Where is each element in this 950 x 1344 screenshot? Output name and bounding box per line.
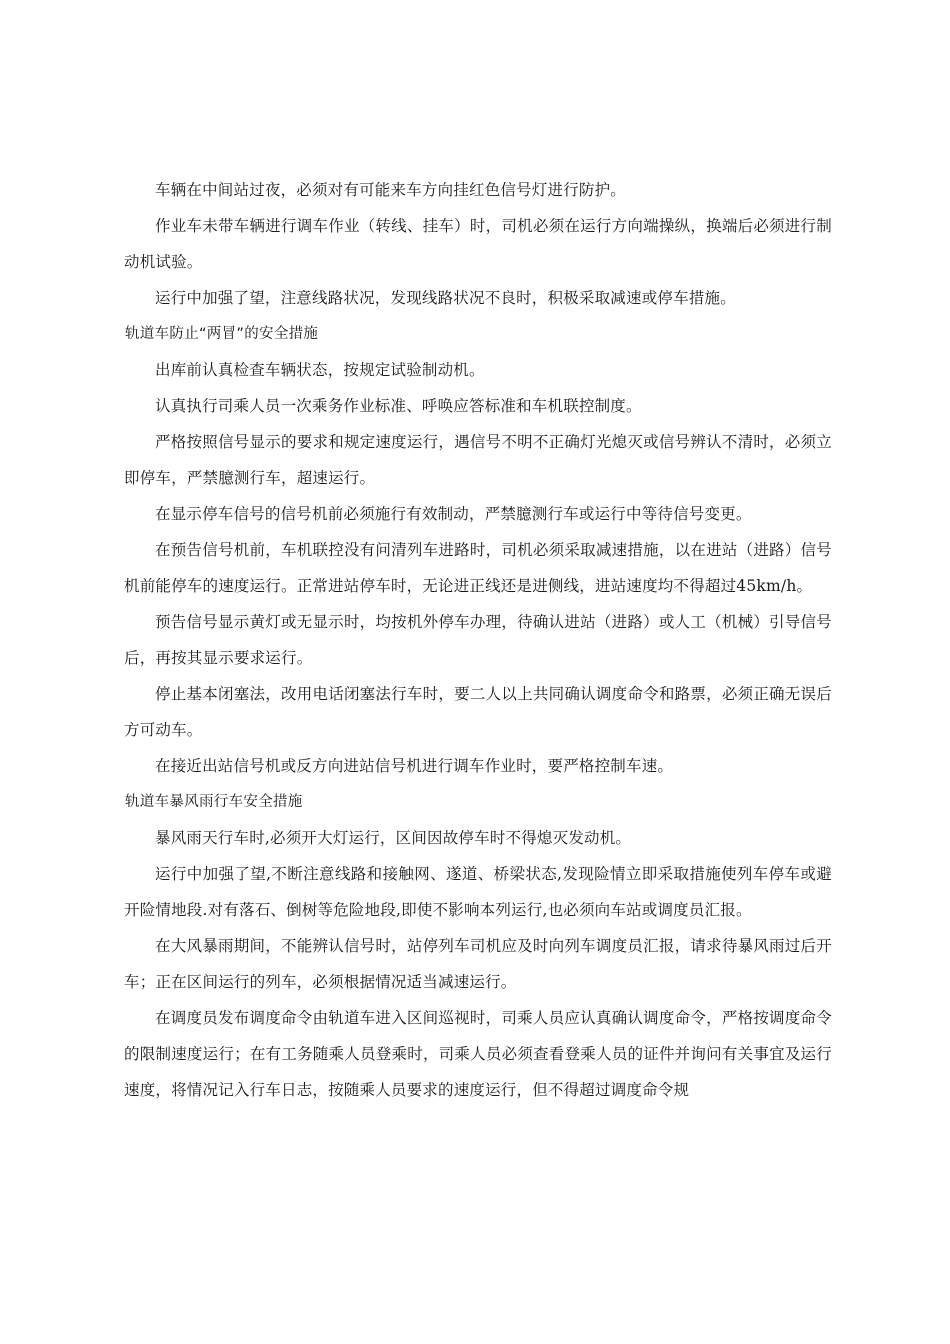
paragraph: 运行中加强了望,不断注意线路和接触网、遂道、桥梁状态,发现险情立即采取措施使列车停车或避开险情地段.对有落石、倒树等危险地段,即使不影响本列运行,也必须向车站或调度员汇报。 <box>124 865 832 919</box>
paragraph: 车辆在中间站过夜，必须对有可能来车方向挂红色信号灯进行防护。 <box>155 181 627 199</box>
paragraph: 在调度员发布调度命令由轨道车进入区间巡视时，司乘人员应认真确认调度命令，严格按调度命令的限制速度运行；在有工务随乘人员登乘时，司乘人员必须查看登乘人员的证件并询问有关事宜及运行速度，将情况记入行车日志，按随乘人员要求的速度运行，但不得超过调度命令规 <box>124 1009 832 1099</box>
paragraph: 严格按照信号显示的要求和规定速度运行，遇信号不明不正确灯光熄灭或信号辨认不清时，必须立即停车，严禁臆测行车，超速运行。 <box>124 433 832 487</box>
paragraph: 在大风暴雨期间，不能辨认信号时，站停列车司机应及时向列车调度员汇报，请求待暴风雨过后开车；正在区间运行的列车，必须根据情况适当减速运行。 <box>124 937 832 991</box>
paragraph: 在预告信号机前，车机联控没有问清列车进路时，司机必须采取减速措施，以在进站（进路）信号机前能停车的速度运行。正常进站停车时，无论进正线还是进侧线，进站速度均不得超过45km/h。 <box>124 541 832 595</box>
paragraph: 运行中加强了望，注意线路状况，发现线路状况不良时，积极采取减速或停车措施。 <box>155 289 736 307</box>
paragraph: 暴风雨天行车时,必须开大灯运行，区间因故停车时不得熄灭发动机。 <box>155 829 632 847</box>
paragraph: 在接近出站信号机或反方向进站信号机进行调车作业时，要严格控制车速。 <box>155 757 674 775</box>
paragraph: 认真执行司乘人员一次乘务作业标准、呼唤应答标准和车机联控制度。 <box>155 397 642 415</box>
paragraph: 在显示停车信号的信号机前必须施行有效制动，严禁臆测行车或运行中等待信号变更。 <box>155 505 752 523</box>
section-heading: 轨道车防止“两冒”的安全措施 <box>125 326 319 342</box>
paragraph: 停止基本闭塞法，改用电话闭塞法行车时，要二人以上共同确认调度命令和路票，必须正确无误后方可动车。 <box>124 685 832 739</box>
paragraph: 出库前认真检查车辆状态，按规定试验制动机。 <box>155 361 485 379</box>
paragraph: 作业车未带车辆进行调车作业（转线、挂车）时，司机必须在运行方向端操纵，换端后必须进行制动机试验。 <box>124 217 832 271</box>
paragraph: 预告信号显示黄灯或无显示时，均按机外停车办理，待确认进站（进路）或人工（机械）引导信号后，再按其显示要求运行。 <box>124 613 832 667</box>
section-heading: 轨道车暴风雨行车安全措施 <box>125 794 303 810</box>
